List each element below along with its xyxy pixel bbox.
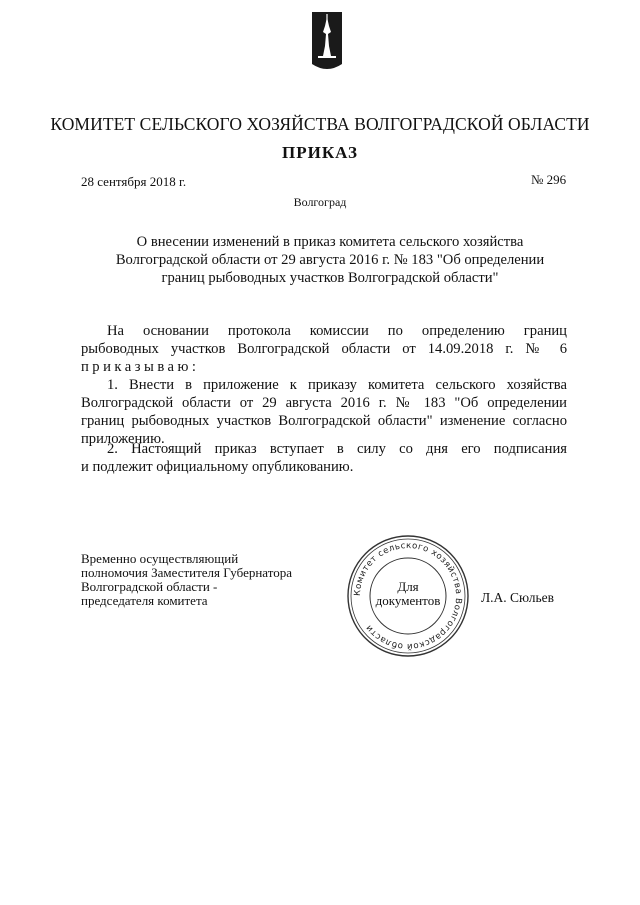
preamble-line: рыбоводных участков Волгоградской области от 14.09.2018 г. № 6: [81, 341, 567, 357]
signatory-name: Л.А. Сюльев: [481, 590, 555, 605]
document-title: ПРИКАЗ: [282, 143, 358, 162]
item-line: 1. Внести в приложение к приказу комитета сельского хозяйства: [107, 377, 567, 393]
item-line: границ рыбоводных участков Волгоградской области" изменение согласно: [81, 413, 567, 429]
signatory-position: [81, 552, 321, 608]
stamp-center-line: Для: [397, 579, 419, 594]
order-number: № 296: [531, 172, 567, 187]
position-line: Волгоградской области -: [81, 579, 218, 594]
stamp-center-text: [346, 580, 470, 608]
position-line: Временно осуществляющий: [81, 551, 239, 566]
item-line: приложению.: [81, 431, 165, 447]
subject-line: границ рыбоводных участков Волгоградской области": [161, 270, 499, 286]
item-line: 2. Настоящий приказ вступает в силу со дня его подписания: [107, 441, 567, 457]
order-item-2: [81, 440, 567, 476]
order-item-1: [81, 376, 567, 448]
item-line: Волгоградской области от 29 августа 2016 г. № 183 "Об определении: [81, 395, 567, 411]
emblem-icon: [312, 12, 342, 72]
stamp-ring-text: Комитет сельского хозяйства Волгоградской области: [352, 540, 464, 652]
preamble-paragraph: [81, 322, 567, 376]
committee-name: КОМИТЕТ СЕЛЬСКОГО ХОЗЯЙСТВА ВОЛГОГРАДСКОЙ ОБЛАСТИ: [50, 114, 590, 134]
stamp-center-line: документов: [375, 593, 441, 608]
order-word: приказываю:: [81, 359, 200, 375]
order-date: 28 сентября 2018 г.: [81, 174, 187, 189]
position-line: полномочия Заместителя Губернатора: [81, 565, 293, 580]
order-city: Волгоград: [293, 195, 347, 209]
position-line: председателя комитета: [81, 593, 208, 608]
subject-line: Волгоградской области от 29 августа 2016 г. № 183 "Об определении: [115, 252, 545, 268]
order-subject: [110, 233, 550, 287]
item-line: и подлежит официальному опубликованию.: [81, 459, 354, 475]
preamble-line: На основании протокола комиссии по определению границ: [107, 323, 567, 339]
subject-line: О внесении изменений в приказ комитета сельского хозяйства: [136, 234, 524, 250]
